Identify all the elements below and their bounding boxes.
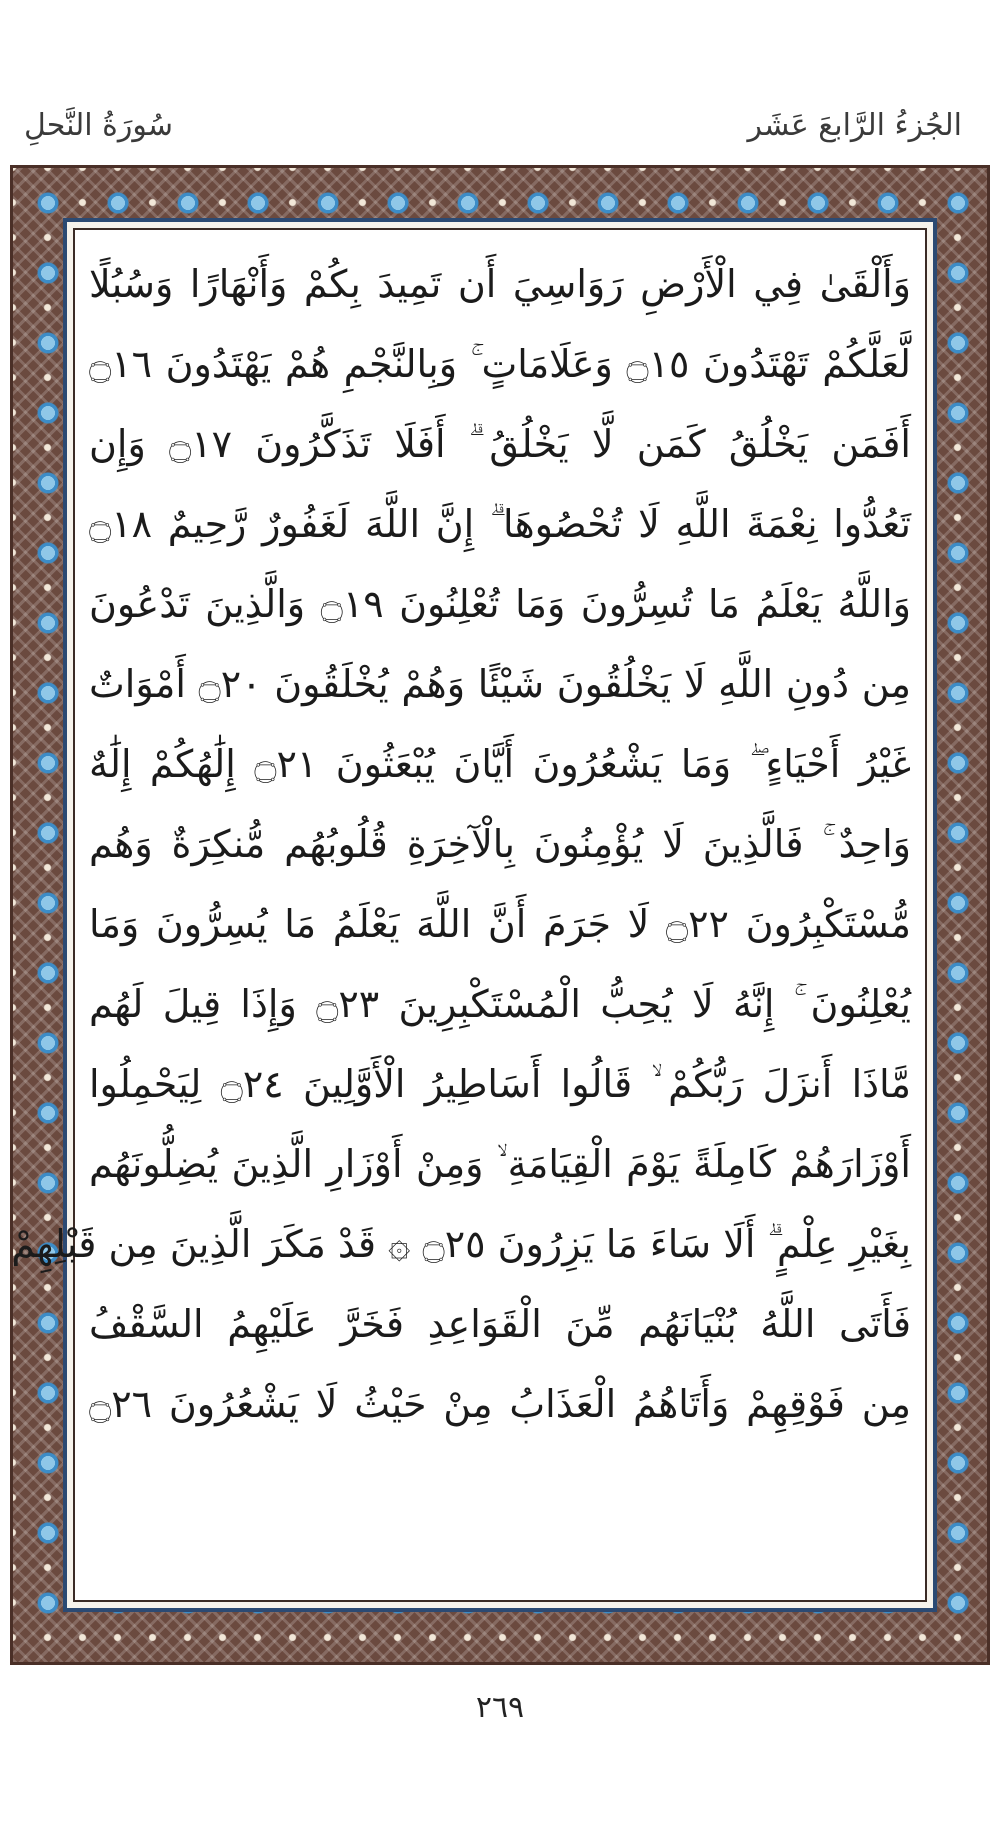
verse-line: وَاللَّهُ يَعْلَمُ مَا تُسِرُّونَ وَمَا تُعْلِنُونَ ۝١٩ وَالَّذِينَ تَدْعُونَ bbox=[89, 582, 911, 626]
verse-line: مُّسْتَكْبِرُونَ ۝٢٢ لَا جَرَمَ أَنَّ اللَّهَ يَعْلَمُ مَا يُسِرُّونَ وَمَا bbox=[89, 902, 911, 946]
verse-line: أَفَمَن يَخْلُقُ كَمَن لَّا يَخْلُقُ ۗ أَفَلَا تَذَكَّرُونَ ۝١٧ وَإِن bbox=[89, 422, 911, 466]
surah-title: سُورَةُ النَّحلِ bbox=[24, 108, 173, 143]
text-panel bbox=[11, 228, 927, 1602]
page-number: ٢٦٩ bbox=[475, 1690, 525, 1725]
verse-line: غَيْرُ أَحْيَاءٍ ۖ وَمَا يَشْعُرُونَ أَيَّانَ يُبْعَثُونَ ۝٢١ إِلَٰهُكُمْ إِلَٰهٌ bbox=[89, 742, 912, 786]
verse-line: وَأَلْقَىٰ فِي الْأَرْضِ رَوَاسِيَ أَن تَمِيدَ بِكُمْ وَأَنْهَارًا وَسُبُلًا bbox=[89, 262, 911, 306]
verse-line: أَوْزَارَهُمْ كَامِلَةً يَوْمَ الْقِيَامَةِ ۙ وَمِنْ أَوْزَارِ الَّذِينَ يُضِلُّونَهُم bbox=[89, 1142, 911, 1186]
verse-line: مِن فَوْقِهِمْ وَأَتَاهُمُ الْعَذَابُ مِنْ حَيْثُ لَا يَشْعُرُونَ ۝٢٦ bbox=[89, 1382, 911, 1426]
verse-line: مَّاذَا أَنزَلَ رَبُّكُمْ ۙ قَالُوا أَسَاطِيرُ الْأَوَّلِينَ ۝٢٤ لِيَحْمِلُوا bbox=[89, 1062, 911, 1106]
verse-lines bbox=[11, 244, 912, 1586]
verse-line: فَأَتَى اللَّهُ بُنْيَانَهُم مِّنَ الْقَوَاعِدِ فَخَرَّ عَلَيْهِمُ السَّقْفُ bbox=[89, 1302, 911, 1346]
verse-line: وَاحِدٌ ۚ فَالَّذِينَ لَا يُؤْمِنُونَ بِالْآخِرَةِ قُلُوبُهُم مُّنكِرَةٌ وَهُم bbox=[89, 822, 911, 866]
verse-line: يُعْلِنُونَ ۚ إِنَّهُ لَا يُحِبُّ الْمُسْتَكْبِرِينَ ۝٢٣ وَإِذَا قِيلَ لَهُم bbox=[89, 982, 911, 1026]
juz-title: الجُزءُ الرَّابعَ عَشَر bbox=[747, 108, 962, 143]
verse-line: مِن دُونِ اللَّهِ لَا يَخْلُقُونَ شَيْئًا وَهُمْ يُخْلَقُونَ ۝٢٠ أَمْوَاتٌ bbox=[89, 662, 911, 706]
verse-line: تَعُدُّوا نِعْمَةَ اللَّهِ لَا تُحْصُوهَا ۗ إِنَّ اللَّهَ لَغَفُورٌ رَّحِيمٌ ۝١٨ bbox=[89, 502, 911, 546]
verse-line: لَّعَلَّكُمْ تَهْتَدُونَ ۝١٥ وَعَلَامَاتٍ ۚ وَبِالنَّجْمِ هُمْ يَهْتَدُونَ ۝١٦ bbox=[89, 342, 911, 386]
verse-line: بِغَيْرِ عِلْمٍ ۗ أَلَا سَاءَ مَا يَزِرُونَ ۝٢٥ ۞ قَدْ مَكَرَ الَّذِينَ مِن قَبْلِهِمْ bbox=[11, 1222, 911, 1266]
ornamental-frame bbox=[10, 165, 990, 1665]
